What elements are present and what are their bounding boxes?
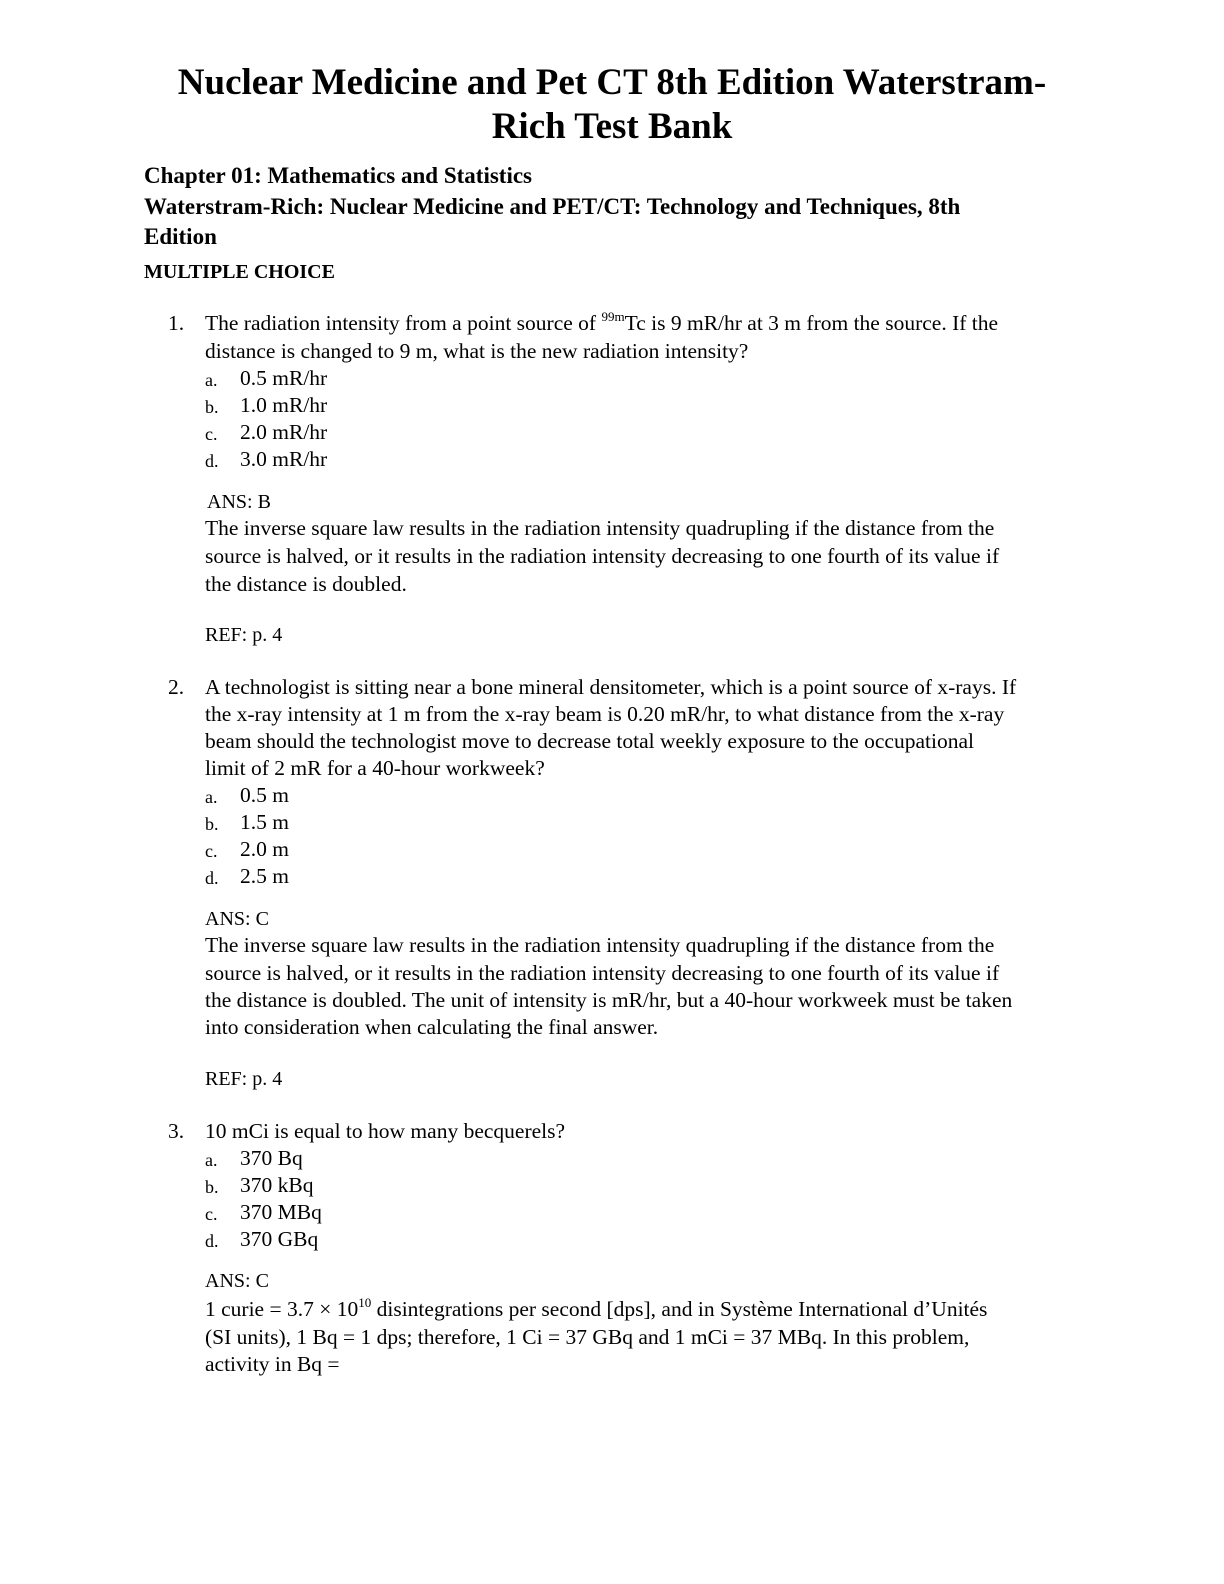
question-stem-line: limit of 2 mR for a 40-hour workweek? bbox=[205, 756, 545, 780]
option-text: 1.0 mR/hr bbox=[240, 393, 328, 417]
option-letter: c. bbox=[205, 841, 218, 861]
document-title-line-2: Rich Test Bank bbox=[491, 106, 733, 147]
rationale-line: source is halved, or it results in the radiation intensity decreasing to one fourth of its value if bbox=[205, 544, 1000, 568]
question-stem-line: the x-ray intensity at 1 m from the x-ray beam is 0.20 mR/hr, to what distance from the x-ray bbox=[205, 702, 1005, 726]
rationale-line bbox=[205, 1296, 987, 1323]
option-letter: d. bbox=[205, 451, 219, 471]
option-letter: d. bbox=[205, 1231, 219, 1251]
isotope-superscript: 99m bbox=[601, 309, 625, 324]
stem-text: The radiation intensity from a point source of bbox=[205, 311, 602, 335]
rationale-line: into consideration when calculating the final answer. bbox=[205, 1015, 659, 1039]
reference: REF: p. 4 bbox=[205, 624, 283, 646]
option-text: 370 kBq bbox=[240, 1173, 314, 1197]
section-heading: MULTIPLE CHOICE bbox=[144, 261, 335, 283]
rationale-line: source is halved, or it results in the radiation intensity decreasing to one fourth of its value if bbox=[205, 961, 1000, 985]
question-stem-line: A technologist is sitting near a bone mineral densitometer, which is a point source of x-rays. If bbox=[205, 675, 1017, 699]
question-stem-line: distance is changed to 9 m, what is the new radiation intensity? bbox=[205, 339, 749, 363]
stem-text: Tc is 9 mR/hr at 3 m from the source. If the bbox=[624, 311, 999, 335]
question-number: 2. bbox=[168, 675, 185, 699]
option-text: 2.0 m bbox=[240, 837, 289, 861]
reference: REF: p. 4 bbox=[205, 1068, 283, 1090]
option-text: 3.0 mR/hr bbox=[240, 447, 328, 471]
question-stem-line bbox=[205, 310, 998, 337]
answer-key: ANS: C bbox=[205, 908, 269, 930]
question-number: 3. bbox=[168, 1119, 185, 1143]
option-letter: a. bbox=[205, 1150, 218, 1170]
option-text: 370 GBq bbox=[240, 1227, 319, 1251]
answer-key: ANS: B bbox=[207, 491, 271, 513]
rationale-line: activity in Bq = bbox=[205, 1352, 340, 1376]
option-text: 2.0 mR/hr bbox=[240, 420, 328, 444]
option-text: 2.5 m bbox=[240, 864, 289, 888]
option-letter: a. bbox=[205, 370, 218, 390]
question-stem-line: beam should the technologist move to decrease total weekly exposure to the occupational bbox=[205, 729, 974, 753]
rationale-line: The inverse square law results in the radiation intensity quadrupling if the distance from the bbox=[205, 516, 995, 540]
chapter-heading: Chapter 01: Mathematics and Statistics bbox=[144, 163, 532, 188]
option-text: 0.5 mR/hr bbox=[240, 366, 328, 390]
rationale-line: the distance is doubled. The unit of intensity is mR/hr, but a 40-hour workweek must be taken bbox=[205, 988, 1013, 1012]
rationale-text: 1 curie = 3.7 × 10 bbox=[205, 1297, 359, 1321]
option-text: 1.5 m bbox=[240, 810, 289, 834]
option-letter: b. bbox=[205, 814, 219, 834]
option-letter: d. bbox=[205, 868, 219, 888]
option-letter: c. bbox=[205, 424, 218, 444]
exponent-superscript: 10 bbox=[358, 1295, 372, 1310]
option-letter: b. bbox=[205, 397, 219, 417]
option-text: 370 MBq bbox=[240, 1200, 322, 1224]
book-heading-line-1: Waterstram-Rich: Nuclear Medicine and PET/CT: Technology and Techniques, 8th bbox=[144, 194, 961, 219]
question-stem-line: 10 mCi is equal to how many becquerels? bbox=[205, 1119, 566, 1143]
rationale-text: disintegrations per second [dps], and in Système International d’Unités bbox=[371, 1297, 988, 1321]
option-text: 0.5 m bbox=[240, 783, 289, 807]
option-text: 370 Bq bbox=[240, 1146, 303, 1170]
rationale-line: the distance is doubled. bbox=[205, 572, 407, 596]
book-heading-line-2: Edition bbox=[144, 224, 217, 249]
document-title-line-1: Nuclear Medicine and Pet CT 8th Edition Waterstram- bbox=[177, 62, 1047, 103]
rationale-line: (SI units), 1 Bq = 1 dps; therefore, 1 Ci = 37 GBq and 1 mCi = 37 MBq. In this problem, bbox=[205, 1325, 970, 1349]
option-letter: b. bbox=[205, 1177, 219, 1197]
option-letter: a. bbox=[205, 787, 218, 807]
answer-key: ANS: C bbox=[205, 1270, 269, 1292]
rationale-line: The inverse square law results in the radiation intensity quadrupling if the distance from the bbox=[205, 933, 995, 957]
option-letter: c. bbox=[205, 1204, 218, 1224]
question-number: 1. bbox=[168, 311, 185, 335]
